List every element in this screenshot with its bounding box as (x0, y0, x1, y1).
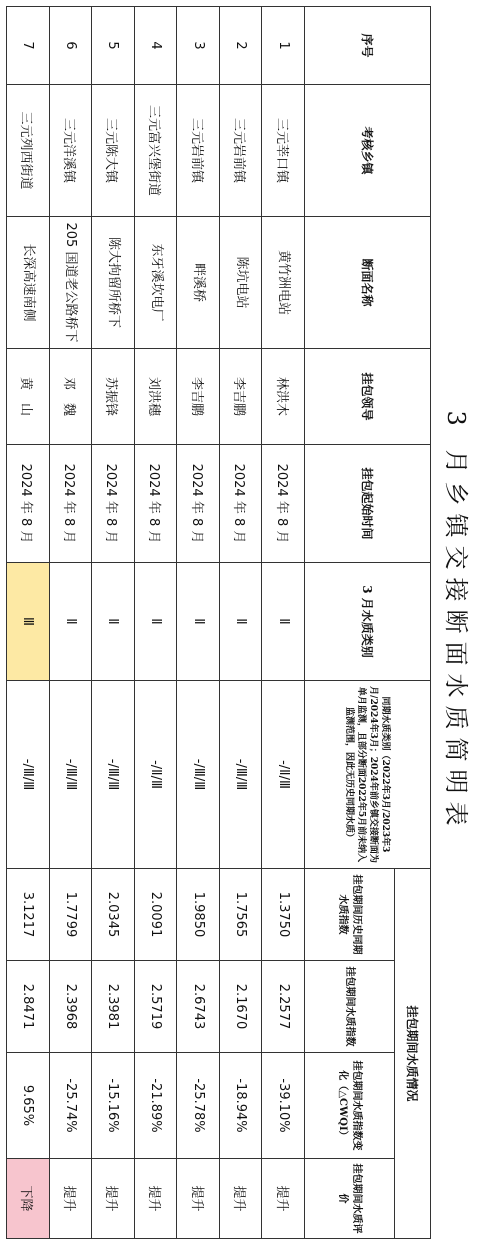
cell-hist-index: 3.1217 (7, 869, 50, 961)
cell-town: 三元莘口镇 (262, 85, 305, 217)
cell-chief: 黄 山 (7, 349, 50, 445)
cell-section: 畔溪桥 (177, 217, 220, 349)
table-row (49, 7, 92, 1239)
cell-start: 2024 年 8 月 (177, 445, 220, 563)
cell-compare: -/Ⅲ/Ⅲ (219, 681, 262, 869)
cell-march-class: Ⅱ (262, 563, 305, 681)
cell-town: 三元列西街道 (7, 85, 50, 217)
cell-section: 陈大拘留所桥下 (92, 217, 135, 349)
cell-change: -25.78% (177, 1053, 220, 1159)
cell-seq: 6 (49, 7, 92, 85)
table-row (92, 7, 135, 1239)
cell-march-class: Ⅲ (7, 563, 50, 681)
cell-eval: 提升 (177, 1159, 220, 1239)
cell-compare: -/Ⅱ/Ⅲ (262, 681, 305, 869)
header-chief: 挂包领导 (305, 349, 431, 445)
cell-hist-index: 1.7799 (49, 869, 92, 961)
header-march-class: 3 月水质类别 (305, 563, 431, 681)
header-town: 考核乡镇 (305, 85, 431, 217)
cell-hist-index: 1.9850 (177, 869, 220, 961)
cell-seq: 1 (262, 7, 305, 85)
cell-section: 205 国道老公路桥下 (49, 217, 92, 349)
cell-hist-index: 2.0345 (92, 869, 135, 961)
cell-compare: -/Ⅲ/Ⅲ (92, 681, 135, 869)
cell-chief: 李吉鹏 (177, 349, 220, 445)
cell-march-class: Ⅱ (219, 563, 262, 681)
header-index: 挂包期间水质指数 (305, 961, 395, 1053)
cell-compare: -/Ⅲ/Ⅲ (49, 681, 92, 869)
cell-seq: 7 (7, 7, 50, 85)
cell-compare: -/Ⅲ/Ⅲ (7, 681, 50, 869)
cell-eval: 提升 (262, 1159, 305, 1239)
table-row (262, 7, 305, 1239)
cell-eval: 提升 (49, 1159, 92, 1239)
cell-chief: 苏振锋 (92, 349, 135, 445)
cell-change: -39.10% (262, 1053, 305, 1159)
cell-march-class: Ⅱ (92, 563, 135, 681)
cell-compare: -/Ⅱ/Ⅲ (134, 681, 177, 869)
cell-index: 2.5719 (134, 961, 177, 1053)
cell-march-class: Ⅱ (177, 563, 220, 681)
cell-town: 三元富兴堡街道 (134, 85, 177, 217)
cell-start: 2024 年 8 月 (262, 445, 305, 563)
cell-march-class: Ⅱ (134, 563, 177, 681)
cell-hist-index: 1.3750 (262, 869, 305, 961)
table-row (177, 7, 220, 1239)
cell-seq: 4 (134, 7, 177, 85)
cell-change: -21.89% (134, 1053, 177, 1159)
cell-eval: 下降 (7, 1159, 50, 1239)
cell-start: 2024 年 8 月 (134, 445, 177, 563)
cell-start: 2024 年 8 月 (49, 445, 92, 563)
cell-change: -18.94% (219, 1053, 262, 1159)
header-group: 挂包期间水质情况 (395, 869, 431, 1239)
cell-chief: 刘洪穗 (134, 349, 177, 445)
cell-town: 三元陈大镇 (92, 85, 135, 217)
cell-change: -25.74% (49, 1053, 92, 1159)
header-eval: 挂包期间水质评价 (305, 1159, 395, 1239)
cell-town: 三元洋溪镇 (49, 85, 92, 217)
cell-index: 2.1670 (219, 961, 262, 1053)
cell-eval: 提升 (134, 1159, 177, 1239)
cell-hist-index: 2.0091 (134, 869, 177, 961)
cell-start: 2024 年 8 月 (219, 445, 262, 563)
cell-start: 2024 年 8 月 (92, 445, 135, 563)
header-start: 挂包起始时间 (305, 445, 431, 563)
table-row (7, 7, 50, 1239)
cell-chief: 邓 魏 (49, 349, 92, 445)
cell-section: 黄竹洲电站 (262, 217, 305, 349)
cell-seq: 3 (177, 7, 220, 85)
cell-start: 2024 年 8 月 (7, 445, 50, 563)
cell-index: 2.6743 (177, 961, 220, 1053)
cell-section: 东牙溪坎电厂 (134, 217, 177, 349)
cell-index: 2.3968 (49, 961, 92, 1053)
header-seq: 序号 (305, 7, 431, 85)
header-compare: 同期水质类别（2022年3月/2023年3月/2024年3月；2024年前乡镇交接断面为单月监测，且部分断面2022年5月前未纳入监测范围，因此无历史同期水质） (305, 681, 431, 869)
cell-seq: 5 (92, 7, 135, 85)
table-row (134, 7, 177, 1239)
cell-compare: -/Ⅲ/Ⅲ (177, 681, 220, 869)
table-body (7, 7, 305, 1239)
water-quality-table (6, 6, 431, 1239)
cell-hist-index: 1.7565 (219, 869, 262, 961)
cell-index: 2.8471 (7, 961, 50, 1053)
cell-section: 陈坑电站 (219, 217, 262, 349)
cell-chief: 李吉鹏 (219, 349, 262, 445)
cell-index: 2.2577 (262, 961, 305, 1053)
header-hist-index: 挂包期间历史同期水质指数 (305, 869, 395, 961)
header-change: 挂包期间水质指数变化（△CWQI） (305, 1053, 395, 1159)
cell-town: 三元岩前镇 (219, 85, 262, 217)
cell-index: 2.3981 (92, 961, 135, 1053)
header-section: 断面名称 (305, 217, 431, 349)
cell-change: 9.65% (7, 1053, 50, 1159)
cell-section: 长深高速南侧 (7, 217, 50, 349)
cell-town: 三元岩前镇 (177, 85, 220, 217)
cell-eval: 提升 (92, 1159, 135, 1239)
cell-chief: 林洪木 (262, 349, 305, 445)
cell-seq: 2 (219, 7, 262, 85)
cell-change: -15.16% (92, 1053, 135, 1159)
table-row (219, 7, 262, 1239)
cell-eval: 提升 (219, 1159, 262, 1239)
page-title: 3 月乡镇交接断面水质简明表 (442, 410, 471, 834)
cell-march-class: Ⅱ (49, 563, 92, 681)
